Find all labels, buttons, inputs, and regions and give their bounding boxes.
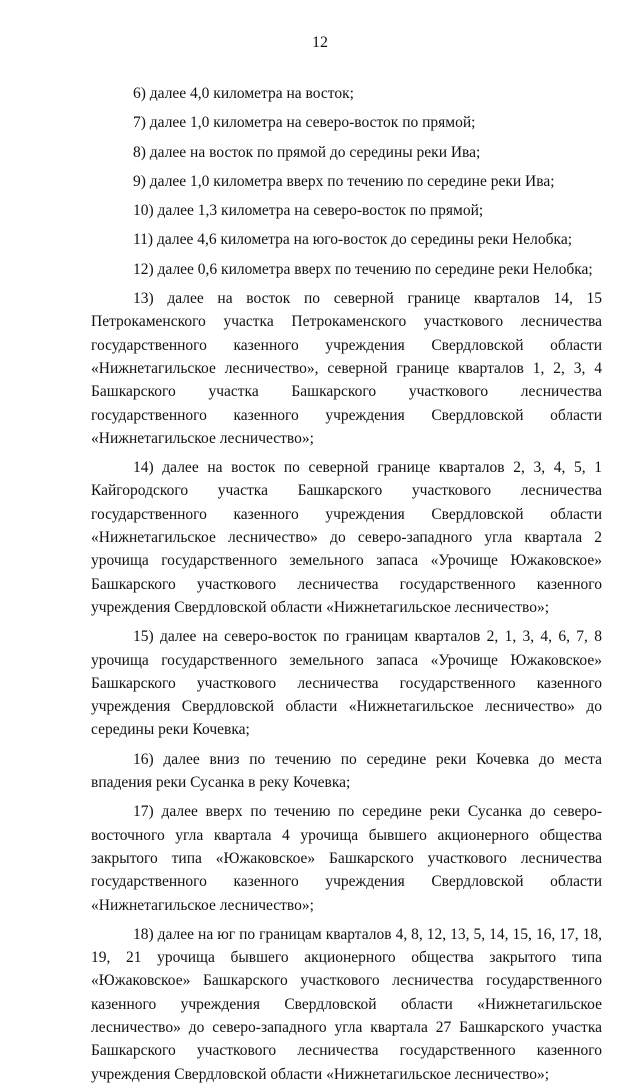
document-body [91, 82, 602, 1086]
paragraph-item-9: 9) далее 1,0 километра вверх по течению по середине реки Ива; [133, 172, 555, 190]
page-number: 12 [312, 34, 328, 51]
paragraph-item-17: 17) далее вверх по течению по середине реки Сусанка до северо-восточного угла квартала 4 урочища бывшего акционерного общества закрытого типа «Южаковское» Башкарского участкового лесничества государственного казенного учреждения Свердловской области «Нижнетагильское лесничество»; [91, 803, 602, 914]
paragraph-item-7: 7) далее 1,0 километра на северо-восток по прямой; [133, 114, 476, 132]
paragraph-item-13: 13) далее на восток по северной границе кварталов 14, 15 Петрокаменского участка Петрокаменского участкового лесничества государственного казенного учреждения Свердловской области «Нижнетагильское лесничество», северной границе кварталов 1, 2, 3, 4 Башкарского участка Башкарского участкового лесничества государственного казенного учреждения Свердловской области «Нижнетагильское лесничество»; [91, 290, 602, 447]
paragraph-item-10: 10) далее 1,3 километра на северо-восток по прямой; [133, 202, 484, 220]
paragraph-item-12: 12) далее 0,6 километра вверх по течению по середине реки Нелобка; [133, 260, 593, 278]
paragraph-item-18: 18) далее на юг по границам кварталов 4, 8, 12, 13, 5, 14, 15, 16, 17, 18, 19, 21 урочища бывшего акционерного общества закрытого типа «Южаковское» Башкарского участкового лесничества государственного казенного учреждения Свердловской области «Нижнетагильское лесничество» до северо-западного угла квартала 27 Башкарского участка Башкарского участкового лесничества государственного казенного учреждения Свердловской области «Нижнетагильское лесничество»; [91, 925, 602, 1083]
paragraph-item-11: 11) далее 4,6 километра на юго-восток до середины реки Нелобка; [133, 231, 573, 249]
paragraph-item-8: 8) далее на восток по прямой до середины реки Ива; [133, 143, 481, 161]
paragraph-item-14: 14) далее на восток по северной границе кварталов 2, 3, 4, 5, 1 Кайгородского участка Башкарского участкового лесничества государственного казенного учреждения Свердловской области «Нижнетагильское лесничество» до северо-западного угла квартала 2 урочища государственного земельного запаса «Урочище Южаковское» Башкарского участкового лесничества государственного казенного учреждения Свердловской области «Нижнетагильское лесничество»; [91, 459, 602, 616]
paragraph-item-16: 16) далее вниз по течению по середине реки Кочевка до места впадения реки Сусанка в реку Кочевка; [91, 750, 602, 792]
paragraph-item-15: 15) далее на северо-восток по границам кварталов 2, 1, 3, 4, 6, 7, 8 урочища государственного земельного запаса «Урочище Южаковское» Башкарского участкового лесничества государственного казенного учреждения Свердловской области «Нижнетагильское лесничество» до середины реки Кочевка; [91, 628, 602, 739]
paragraph-item-6: 6) далее 4,0 километра на восток; [133, 85, 354, 102]
